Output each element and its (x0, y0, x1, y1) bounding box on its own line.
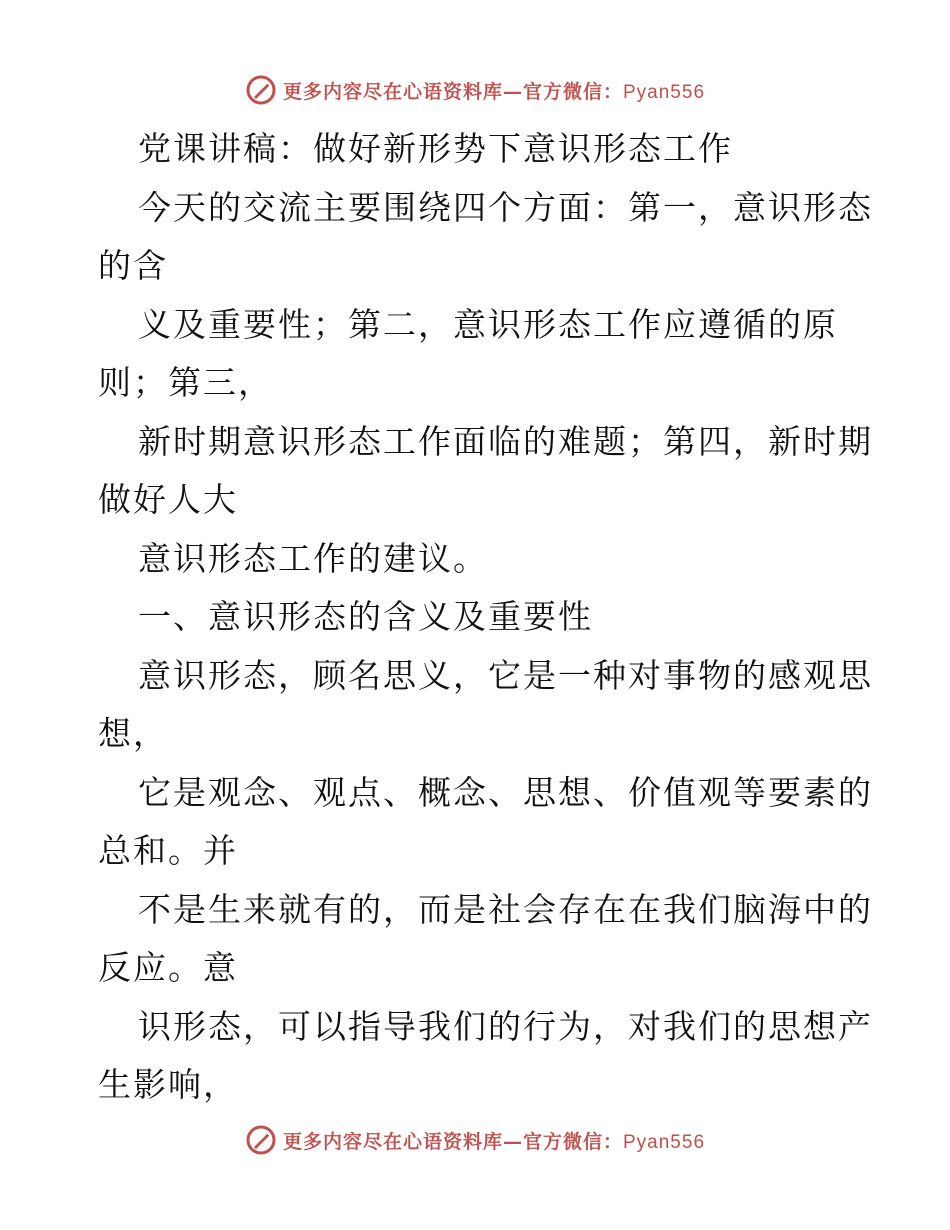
header-banner (0, 70, 950, 110)
paragraph-line: 想， (98, 714, 168, 753)
paragraph-line: 生影响， (98, 1065, 238, 1104)
header-banner-label: 更多内容尽在心语资料库—官方微信： (282, 80, 623, 103)
paragraph-line: 今天的交流主要围绕四个方面：第一，意识形态 (138, 187, 873, 227)
footer-banner-label: 更多内容尽在心语资料库—官方微信： (282, 1130, 623, 1153)
section-heading: 一、意识形态的含义及重要性 (138, 597, 593, 636)
paragraph-line: 义及重要性；第二，意识形态工作应遵循的原 (138, 304, 838, 344)
paragraph-line: 则；第三， (98, 363, 273, 402)
paragraph-line: 识形态，可以指导我们的行为，对我们的思想产 (138, 1006, 873, 1046)
paragraph-line: 它是观念、观点、概念、思想、价值观等要素的 (138, 772, 873, 812)
quill-seal-icon (245, 74, 277, 106)
paragraph-line: 总和。并 (98, 831, 238, 870)
paragraph-line: 意识形态，顾名思义，它是一种对事物的感观思 (138, 655, 873, 695)
document-title: 党课讲稿：做好新形势下意识形态工作 (138, 129, 733, 168)
quill-seal-icon (245, 1124, 277, 1156)
document-body (98, 120, 873, 1115)
header-banner-handle: Pyan556 (623, 81, 706, 103)
paragraph-line: 做好人大 (98, 480, 238, 519)
footer-banner (0, 1120, 950, 1160)
paragraph-line: 不是生来就有的，而是社会存在在我们脑海中的 (138, 889, 873, 929)
footer-banner-text (283, 1127, 705, 1154)
paragraph-line: 新时期意识形态工作面临的难题；第四，新时期 (138, 421, 873, 461)
footer-banner-handle: Pyan556 (623, 1131, 706, 1153)
paragraph-line: 意识形态工作的建议。 (138, 538, 488, 578)
paragraph-line: 的含 (98, 246, 168, 285)
paragraph-line: 反应。意 (98, 948, 238, 987)
header-banner-text (283, 77, 705, 104)
